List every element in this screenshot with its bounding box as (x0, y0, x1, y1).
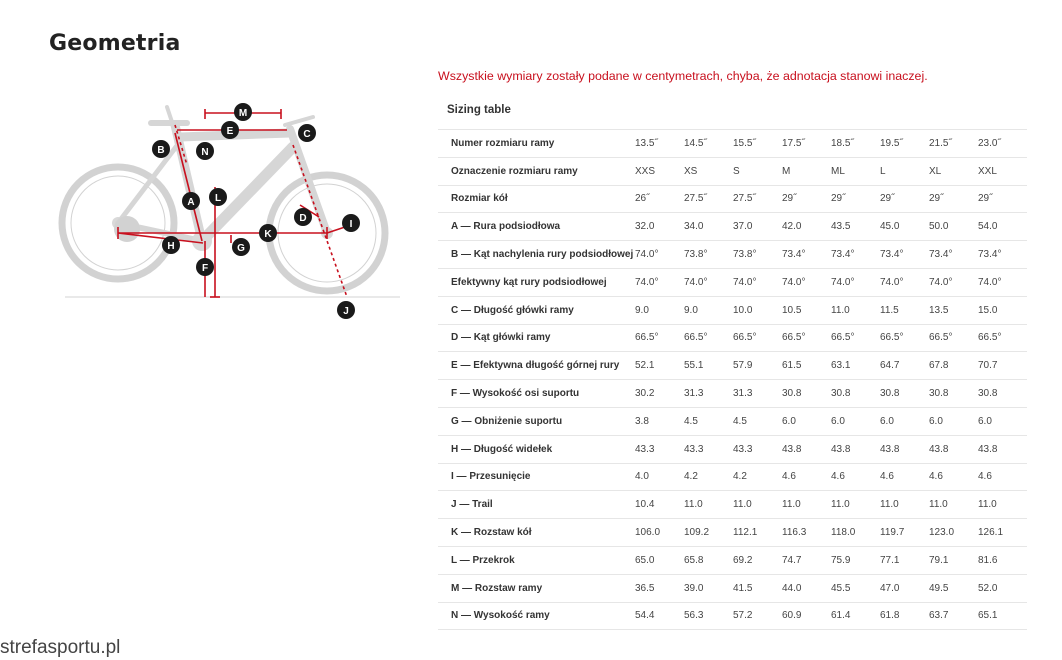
table-row (438, 296, 1027, 324)
svg-text:I: I (349, 219, 353, 230)
row-label: M — Rozstaw ramy (438, 574, 635, 602)
row-label: C — Długość główki ramy (438, 296, 635, 324)
table-row (438, 435, 1027, 463)
table-cell: 17.5˝ (782, 130, 831, 158)
table-cell: 19.5˝ (880, 130, 929, 158)
table-cell: 74.0° (978, 268, 1027, 296)
table-cell: 73.4° (782, 241, 831, 269)
table-cell: 73.8° (733, 241, 782, 269)
table-cell: 74.0° (880, 268, 929, 296)
table-cell: 66.5° (831, 324, 880, 352)
bike-frame (114, 107, 327, 251)
row-label: J — Trail (438, 491, 635, 519)
row-label: A — Rura podsiodłowa (438, 213, 635, 241)
table-cell: 61.8 (880, 602, 929, 630)
table-cell: M (782, 157, 831, 185)
marker-H (162, 236, 180, 254)
table-cell: 13.5˝ (635, 130, 684, 158)
svg-text:L: L (214, 193, 222, 204)
svg-text:A: A (187, 197, 195, 208)
table-cell: 74.0° (733, 268, 782, 296)
marker-L (209, 188, 227, 206)
table-cell: 73.4° (929, 241, 978, 269)
page-title: Geometria (49, 31, 181, 56)
table-cell: 69.2 (733, 546, 782, 574)
table-cell: 106.0 (635, 519, 684, 547)
table-row (438, 130, 1027, 158)
svg-text:F: F (201, 263, 209, 274)
table-cell: 4.6 (929, 463, 978, 491)
table-cell: 10.5 (782, 296, 831, 324)
table-cell: 9.0 (635, 296, 684, 324)
table-cell: 30.8 (831, 380, 880, 408)
row-label: N — Wysokość ramy (438, 602, 635, 630)
marker-K (259, 224, 277, 242)
table-cell: 41.5 (733, 574, 782, 602)
row-label: F — Wysokość osi suportu (438, 380, 635, 408)
row-label: Oznaczenie rozmiaru ramy (438, 157, 635, 185)
table-row (438, 268, 1027, 296)
table-cell: 10.0 (733, 296, 782, 324)
table-cell: 43.8 (978, 435, 1027, 463)
table-cell: 29˝ (978, 185, 1027, 213)
marker-F (196, 258, 214, 276)
table-cell: 66.5° (978, 324, 1027, 352)
svg-text:K: K (264, 229, 272, 240)
row-label: E — Efektywna długość górnej rury (438, 352, 635, 380)
table-cell: 65.0 (635, 546, 684, 574)
table-row (438, 380, 1027, 408)
table-cell: 4.0 (635, 463, 684, 491)
table-cell: 64.7 (880, 352, 929, 380)
row-label: K — Rozstaw kół (438, 519, 635, 547)
table-row (438, 602, 1027, 630)
table-cell: 18.5˝ (831, 130, 880, 158)
table-cell: 52.1 (635, 352, 684, 380)
table-cell: 55.1 (684, 352, 733, 380)
svg-text:C: C (303, 129, 311, 140)
table-cell: 42.0 (782, 213, 831, 241)
row-label: I — Przesunięcie (438, 463, 635, 491)
row-label: H — Długość widełek (438, 435, 635, 463)
table-row (438, 241, 1027, 269)
table-cell: 66.5° (782, 324, 831, 352)
table-caption: Sizing table (447, 104, 511, 116)
table-cell: 11.0 (929, 491, 978, 519)
table-cell: 74.0° (635, 241, 684, 269)
table-cell: 54.0 (978, 213, 1027, 241)
table-cell: 11.0 (831, 491, 880, 519)
table-cell: 119.7 (880, 519, 929, 547)
table-cell: 67.8 (929, 352, 978, 380)
table-cell: 4.5 (733, 407, 782, 435)
table-cell: 11.0 (880, 491, 929, 519)
svg-text:G: G (237, 243, 245, 254)
table-cell: 31.3 (733, 380, 782, 408)
table-cell: 109.2 (684, 519, 733, 547)
marker-G (232, 238, 250, 256)
table-cell: 66.5° (684, 324, 733, 352)
table-cell: 13.5 (929, 296, 978, 324)
table-cell: 31.3 (684, 380, 733, 408)
table-cell: 34.0 (684, 213, 733, 241)
row-label: Numer rozmiaru ramy (438, 130, 635, 158)
table-cell: 70.7 (978, 352, 1027, 380)
table-cell: 43.8 (929, 435, 978, 463)
table-cell: 61.4 (831, 602, 880, 630)
table-cell: 11.0 (978, 491, 1027, 519)
table-cell: 65.8 (684, 546, 733, 574)
table-cell: 44.0 (782, 574, 831, 602)
table-cell: S (733, 157, 782, 185)
table-cell: 112.1 (733, 519, 782, 547)
table-cell: 126.1 (978, 519, 1027, 547)
table-cell: 45.5 (831, 574, 880, 602)
table-cell: 39.0 (684, 574, 733, 602)
table-cell: 21.5˝ (929, 130, 978, 158)
svg-text:E: E (226, 126, 234, 137)
marker-A (182, 192, 200, 210)
table-cell: 57.2 (733, 602, 782, 630)
watermark: strefasportu.pl (0, 637, 121, 658)
table-cell: 37.0 (733, 213, 782, 241)
table-cell: 14.5˝ (684, 130, 733, 158)
table-cell: XL (929, 157, 978, 185)
table-cell: 63.1 (831, 352, 880, 380)
table-cell: 123.0 (929, 519, 978, 547)
table-cell: XS (684, 157, 733, 185)
table-cell: 77.1 (880, 546, 929, 574)
table-cell: 74.0° (929, 268, 978, 296)
svg-text:D: D (299, 213, 307, 224)
units-note: Wszystkie wymiary zostały podane w centymetrach, chyba, że adnotacja stanowi inaczej. (438, 69, 928, 83)
table-cell: 43.3 (684, 435, 733, 463)
table-cell: 66.5° (929, 324, 978, 352)
table-cell: 11.0 (831, 296, 880, 324)
marker-J (337, 301, 355, 319)
table-cell: 26˝ (635, 185, 684, 213)
table-cell: 74.7 (782, 546, 831, 574)
table-cell: 74.0° (635, 268, 684, 296)
row-label: D — Kąt główki ramy (438, 324, 635, 352)
table-cell: 30.8 (929, 380, 978, 408)
table-cell: 74.0° (782, 268, 831, 296)
table-cell: 57.9 (733, 352, 782, 380)
table-cell: 10.4 (635, 491, 684, 519)
table-cell: 74.0° (831, 268, 880, 296)
table-cell: 3.8 (635, 407, 684, 435)
table-cell: 30.8 (880, 380, 929, 408)
marker-I (342, 214, 360, 232)
table-cell: 43.5 (831, 213, 880, 241)
table-cell: 11.0 (684, 491, 733, 519)
table-cell: 65.1 (978, 602, 1027, 630)
table-cell: 32.0 (635, 213, 684, 241)
table-cell: 50.0 (929, 213, 978, 241)
table-cell: 4.6 (880, 463, 929, 491)
table-cell: 6.0 (831, 407, 880, 435)
marker-B (152, 140, 170, 158)
table-cell: 74.0° (684, 268, 733, 296)
svg-text:B: B (157, 145, 165, 156)
table-cell: L (880, 157, 929, 185)
row-label: B — Kąt nachylenia rury podsiodłowej (438, 241, 635, 269)
table-cell: 6.0 (880, 407, 929, 435)
marker-C (298, 124, 316, 142)
table-cell: 30.2 (635, 380, 684, 408)
table-cell: 30.8 (782, 380, 831, 408)
row-label: L — Przekrok (438, 546, 635, 574)
table-cell: 29˝ (929, 185, 978, 213)
table-row (438, 546, 1027, 574)
table-cell: 11.0 (782, 491, 831, 519)
table-cell: 47.0 (880, 574, 929, 602)
table-row (438, 157, 1027, 185)
table-cell: 56.3 (684, 602, 733, 630)
table-cell: 49.5 (929, 574, 978, 602)
table-cell: 23.0˝ (978, 130, 1027, 158)
table-cell: 45.0 (880, 213, 929, 241)
svg-text:M: M (238, 108, 248, 119)
table-cell: 54.4 (635, 602, 684, 630)
table-cell: 73.4° (978, 241, 1027, 269)
table-cell: 73.4° (880, 241, 929, 269)
marker-M (234, 103, 252, 121)
table-cell: 30.8 (978, 380, 1027, 408)
svg-text:H: H (167, 241, 175, 252)
table-cell: 81.6 (978, 546, 1027, 574)
table-cell: 29˝ (831, 185, 880, 213)
table-cell: 4.2 (684, 463, 733, 491)
table-cell: 27.5˝ (684, 185, 733, 213)
table-cell: 43.8 (880, 435, 929, 463)
table-cell: 15.5˝ (733, 130, 782, 158)
table-cell: 29˝ (782, 185, 831, 213)
table-cell: 43.3 (733, 435, 782, 463)
marker-D (294, 208, 312, 226)
table-cell: 4.6 (978, 463, 1027, 491)
table-cell: 6.0 (978, 407, 1027, 435)
table-cell: 15.0 (978, 296, 1027, 324)
bike-geometry-diagram (55, 95, 410, 330)
table-cell: 66.5° (635, 324, 684, 352)
table-cell: 4.6 (831, 463, 880, 491)
svg-text:J: J (343, 306, 349, 317)
table-cell: 116.3 (782, 519, 831, 547)
row-label: Rozmiar kół (438, 185, 635, 213)
table-cell: 61.5 (782, 352, 831, 380)
table-row (438, 463, 1027, 491)
table-row (438, 213, 1027, 241)
marker-E (221, 121, 239, 139)
table-cell: 118.0 (831, 519, 880, 547)
table-cell: 63.7 (929, 602, 978, 630)
table-cell: 11.5 (880, 296, 929, 324)
table-cell: 27.5˝ (733, 185, 782, 213)
table-cell: 60.9 (782, 602, 831, 630)
table-cell: 43.3 (635, 435, 684, 463)
table-cell: XXL (978, 157, 1027, 185)
table-row (438, 574, 1027, 602)
table-row (438, 352, 1027, 380)
table-cell: 52.0 (978, 574, 1027, 602)
table-cell: 36.5 (635, 574, 684, 602)
table-cell: 73.8° (684, 241, 733, 269)
table-cell: 79.1 (929, 546, 978, 574)
table-row (438, 407, 1027, 435)
table-cell: 11.0 (733, 491, 782, 519)
marker-N (196, 142, 214, 160)
table-cell: 43.8 (782, 435, 831, 463)
table-cell: 75.9 (831, 546, 880, 574)
table-cell: 73.4° (831, 241, 880, 269)
row-label: Efektywny kąt rury podsiodłowej (438, 268, 635, 296)
table-row (438, 519, 1027, 547)
table-cell: 6.0 (929, 407, 978, 435)
table-cell: 4.5 (684, 407, 733, 435)
table-cell: 66.5° (880, 324, 929, 352)
table-cell: ML (831, 157, 880, 185)
svg-text:N: N (201, 147, 209, 158)
table-row (438, 185, 1027, 213)
table-cell: 9.0 (684, 296, 733, 324)
table-cell: XXS (635, 157, 684, 185)
table-cell: 4.2 (733, 463, 782, 491)
table-cell: 43.8 (831, 435, 880, 463)
table-cell: 6.0 (782, 407, 831, 435)
row-label: G — Obniżenie suportu (438, 407, 635, 435)
table-row (438, 324, 1027, 352)
table-row (438, 491, 1027, 519)
sizing-table (438, 129, 1027, 630)
table-cell: 66.5° (733, 324, 782, 352)
table-cell: 29˝ (880, 185, 929, 213)
table-cell: 4.6 (782, 463, 831, 491)
